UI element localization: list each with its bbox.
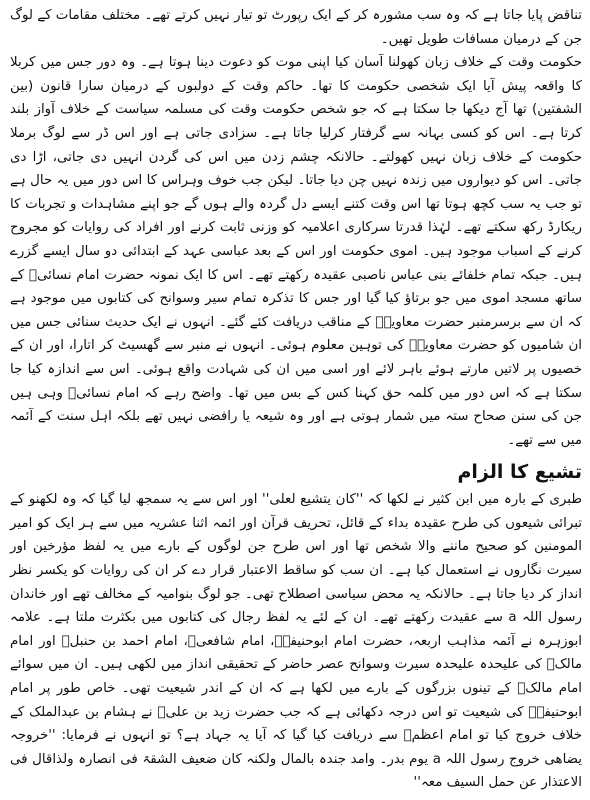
paragraph-3: طبری کے بارہ میں ابن کثیر نے لکھا کہ ''کان یتشیع لعلی'' اور اس سے یہ سمجھ لیا گیا کہ وہ لکھنو کے تبرائی شیعوں کی طرح عقیدہ بداء کے قائل، تحریف قرآن اور ائمہ اثنا عشریہ میں سے ہر ایک کو امیر المومنین کو صحیح ماننے والا شخص تھا اور اس طرح جن لوگوں کے بارے میں یہ لفظ مؤرخین اور سیرت نگاروں نے استعمال کیا ہے۔ ان سب کو ساقط الاعتبار قرار دے کر ان کی روایات کو یکسر نظر انداز کر دیا جاتا ہے۔ حالانکہ یہ محض سیاسی اصطلاح تھی۔ جو لوگ بنوامیہ کے مخالف تھے اور خاندان رسول اللہ a سے عقیدت رکھتے تھے۔ ان کے لئے یہ لفظ رجال کی کتابوں میں بکثرت ملتا ہے۔ علامہ ابوزہرہ نے آئمہ مذاہب اربعہ، حضرت امام ابوحنیفہؒ، امام شافعیؒ، امام احمد بن حنبلؒ اور امام مالکؒ کی علیحدہ علیحدہ سیرت وسوانح عصر حاضر کے تحقیقی انداز میں لکھی ہیں۔ ان میں سوائے امام مالکؒ کے تینوں بزرگوں کے بارے میں لکھا ہے کہ ان کے اندر شیعیت تھی۔ خاص طور پر امام ابوحنیفہؒ کی شیعیت تو اس درجہ دکھائی ہے کہ جب حضرت زید بن علیؒ نے ہشام بن عبدالملک کے خلاف خروج کیا تو امام اعظمؒ سے دریافت کیا گیا کہ آیا یہ جہاد ہے؟ تو انہوں نے فرمایا: ''خروجہ یضاھی خروج رسول اللہ a یوم بدر۔ وامد جندہ بالمال ولکنہ کان ضعیف الشقۃ فی انصارہ ولذاقال فی الاعتذار عن حمل السیف معہ''	[10, 492, 583, 791]
document-page	[10, 4, 582, 794]
paragraph-2: حکومت وقت کے خلاف زبان کھولنا آسان کیا اپنی موت کو دعوت دینا ہوتا ہے۔ وہ دور جس میں کربلا کا واقعہ پیش آیا ایک شخصی حکومت کا تھا۔ حاکم وقت کے دولبوں کے درمیان سارا قانون (بین الشفتین) تھا آج دیکھا جا سکتا ہے کہ جو شخص حکومت وقت کی مسلمہ سیاست کے خلاف آواز بلند کرتا ہے۔ اس کو کسی بہانہ سے گرفتار کرلیا جاتا ہے۔ سزادی جاتی ہے اور اس ڈر سے لوگ برملا حکومت کے خلاف زبان نہیں کھولتے۔ حالانکہ چشم زدن میں اس کی گردن انہیں دی جاتی، اڑا دی جاتی۔ اس کو دیواروں میں زندہ نہیں چن دیا جاتا۔ لیکن جب خوف وہراس کا اس دور میں یہ حال ہے تو جب یہ سب کچھ ہوتا تھا اس وقت کتنے ایسے دل گردہ والے ہوں گے جو اپنے مشاہدات و تجربات کا ریکارڈ رکھ سکتے تھے۔ لہٰذا قدرتا سرکاری اعلامیہ کو وزنی ثابت کرنے اور افراد کی روایات کو مجروح کرنے کے اسباب موجود ہیں۔ اموی حکومت اور اس کے بعد عباسی عہد کے ابتدائی دو سال ایسے گزرے ہیں۔ جبکہ تمام خلفائے بنی عباس ناصبی عقیدہ رکھتے تھے۔ اس کا ایک نمونہ حضرت امام نسائیؒ کے ساتھ مسجد اموی میں جو برتاؤ کیا گیا اور جس کا تذکرہ تمام سیر وسوانح کی کتابوں میں موجود ہے کہ ان سے برسرمنبر حضرت معاویہؓ کے مناقب دریافت کئے گئے۔ انہوں نے ایک حدیث سنائی جس میں ان شامیوں کو حضرت معاویہؓ کی توہین معلوم ہوئی۔ انہوں نے منبر سے گھسیٹ کر اتارا، اور ان کے خصیوں پر لاتیں مارتے ہوئے باہر لائے اور اسی میں ان کی شہادت واقع ہوئی۔ اس سے اندازہ کیا جا سکتا ہے کہ اس دور میں کلمہ حق کہنا کس کے بس میں تھا۔ واضح رہے کہ امام نسائیؒ وہی ہیں جن کی سنن صحاح ستہ میں شمار ہوتی ہے اور وہ شیعہ یا رافضی نہیں تھے بلکہ اہل سنت کے آئمہ میں سے تھے۔	[10, 55, 582, 448]
paragraph-1: تناقض پایا جاتا ہے کہ وہ سب مشورہ کر کے ایک رپورٹ تو تیار نہیں کرتے تھے۔ مختلف مقامات کے لوگ جن کے درمیان مسافات طویل تھیں۔	[10, 8, 582, 47]
section-heading: تشیع کا الزام	[457, 461, 582, 484]
